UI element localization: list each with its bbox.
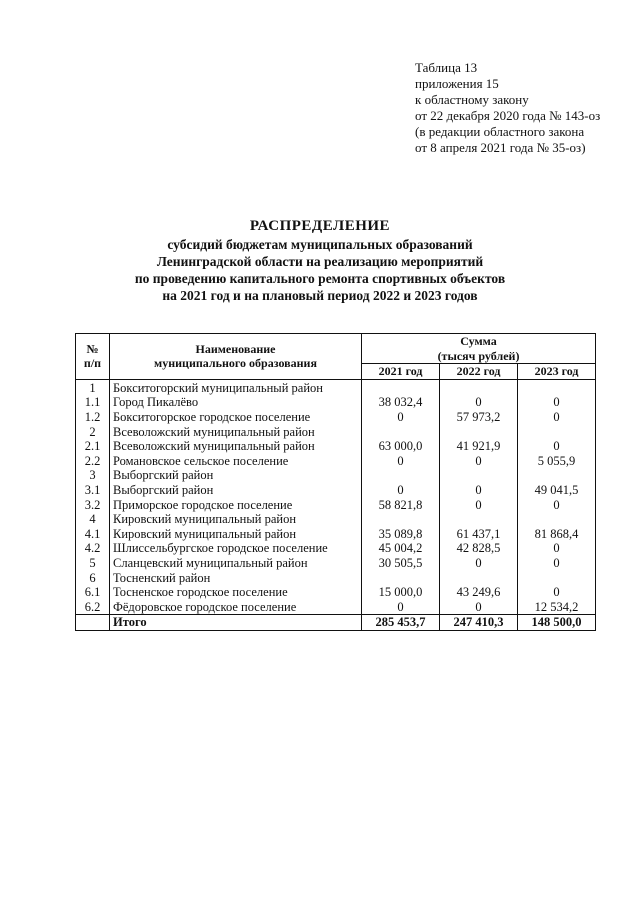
table-row — [76, 483, 596, 498]
row-number: 2.1 — [76, 439, 110, 454]
row-value-2022: 0 — [440, 454, 518, 469]
total-number — [76, 615, 110, 631]
row-name: Бокситогорский муниципальный район — [110, 379, 362, 395]
table-row — [76, 395, 596, 410]
row-name: Романовское сельское поселение — [110, 454, 362, 469]
row-value-2023: 49 041,5 — [518, 483, 596, 498]
row-number: 5 — [76, 556, 110, 571]
table-row — [76, 454, 596, 469]
row-name: Бокситогорское городское поселение — [110, 410, 362, 425]
row-value-2023: 0 — [518, 556, 596, 571]
row-name: Шлиссельбургское городское поселение — [110, 541, 362, 556]
header-number-line1: № — [86, 341, 99, 356]
row-value-2023 — [518, 379, 596, 395]
row-value-2021: 35 089,8 — [362, 527, 440, 542]
row-number: 3.1 — [76, 483, 110, 498]
row-value-2022 — [440, 425, 518, 440]
header-number — [76, 334, 110, 380]
header-year-2023: 2023 год — [518, 364, 596, 380]
row-value-2023: 0 — [518, 585, 596, 600]
row-value-2021 — [362, 425, 440, 440]
row-number: 4 — [76, 512, 110, 527]
row-value-2021 — [362, 379, 440, 395]
row-value-2021: 63 000,0 — [362, 439, 440, 454]
header-note-line: (в редакции областного закона — [415, 124, 585, 139]
row-value-2021: 0 — [362, 483, 440, 498]
row-value-2022 — [440, 571, 518, 586]
row-name: Выборгский район — [110, 483, 362, 498]
row-name: Выборгский район — [110, 468, 362, 483]
header-name — [110, 334, 362, 380]
header-sum — [362, 334, 596, 364]
row-value-2023 — [518, 512, 596, 527]
total-2022: 247 410,3 — [440, 615, 518, 631]
title-main: РАСПРЕДЕЛЕНИЕ — [249, 218, 391, 234]
row-value-2023: 0 — [518, 439, 596, 454]
row-value-2021: 0 — [362, 410, 440, 425]
header-note — [415, 60, 600, 156]
header-note-line: приложения 15 — [415, 76, 499, 91]
row-value-2023 — [518, 468, 596, 483]
distribution-table — [75, 333, 596, 631]
row-value-2021: 30 505,5 — [362, 556, 440, 571]
row-number: 6 — [76, 571, 110, 586]
row-value-2022: 43 249,6 — [440, 585, 518, 600]
row-value-2021 — [362, 571, 440, 586]
row-name: Сланцевский муниципальный район — [110, 556, 362, 571]
row-value-2022: 0 — [440, 600, 518, 615]
row-number: 3.2 — [76, 498, 110, 513]
table-row — [76, 541, 596, 556]
table-row — [76, 439, 596, 454]
row-name: Город Пикалёво — [110, 395, 362, 410]
row-value-2021: 0 — [362, 600, 440, 615]
row-value-2021: 38 032,4 — [362, 395, 440, 410]
row-name: Всеволожский муниципальный район — [110, 425, 362, 440]
header-note-line: к областному закону — [415, 92, 529, 107]
row-value-2022 — [440, 468, 518, 483]
row-name: Всеволожский муниципальный район — [110, 439, 362, 454]
table-row — [76, 556, 596, 571]
row-number: 1 — [76, 379, 110, 395]
row-number: 4.2 — [76, 541, 110, 556]
table-row — [76, 379, 596, 395]
row-number: 1.1 — [76, 395, 110, 410]
table-row — [76, 600, 596, 615]
header-note-line: Таблица 13 — [415, 60, 478, 75]
table-row — [76, 512, 596, 527]
header-note-line: от 8 апреля 2021 года № 35-оз) — [415, 140, 586, 155]
row-value-2023: 12 534,2 — [518, 600, 596, 615]
row-value-2023 — [518, 425, 596, 440]
table-row — [76, 498, 596, 513]
header-number-line2: п/п — [83, 356, 102, 371]
header-sum-line2: (тысяч рублей) — [437, 348, 520, 363]
header-note-line: от 22 декабря 2020 года № 143-оз — [415, 108, 601, 123]
total-2021: 285 453,7 — [362, 615, 440, 631]
row-number: 6.1 — [76, 585, 110, 600]
row-value-2021: 45 004,2 — [362, 541, 440, 556]
row-number: 6.2 — [76, 600, 110, 615]
row-value-2023: 0 — [518, 498, 596, 513]
row-value-2022 — [440, 512, 518, 527]
total-2023: 148 500,0 — [518, 615, 596, 631]
table-row — [76, 468, 596, 483]
row-value-2022: 41 921,9 — [440, 439, 518, 454]
header-year-2022: 2022 год — [440, 364, 518, 380]
row-value-2023: 0 — [518, 541, 596, 556]
row-name: Фёдоровское городское поселение — [110, 600, 362, 615]
row-value-2021: 15 000,0 — [362, 585, 440, 600]
row-value-2021: 58 821,8 — [362, 498, 440, 513]
header-name-line1: Наименование — [195, 341, 276, 356]
row-number: 4.1 — [76, 527, 110, 542]
row-value-2022: 0 — [440, 483, 518, 498]
row-value-2021 — [362, 468, 440, 483]
row-number: 3 — [76, 468, 110, 483]
title-line: по проведению капитального ремонта спортивных объектов — [134, 271, 506, 286]
row-value-2022: 42 828,5 — [440, 541, 518, 556]
header-name-line2: муниципального образования — [154, 356, 317, 371]
title-line: на 2021 год и на плановый период 2022 и 2023 годов — [162, 288, 478, 303]
total-row — [76, 615, 596, 631]
row-value-2023: 5 055,9 — [518, 454, 596, 469]
row-number: 1.2 — [76, 410, 110, 425]
header-sum-line1: Сумма — [460, 334, 497, 348]
row-value-2022: 0 — [440, 498, 518, 513]
row-value-2022: 61 437,1 — [440, 527, 518, 542]
row-value-2023: 81 868,4 — [518, 527, 596, 542]
row-name: Кировский муниципальный район — [110, 512, 362, 527]
row-name: Тосненский район — [110, 571, 362, 586]
row-number: 2.2 — [76, 454, 110, 469]
row-value-2022: 0 — [440, 556, 518, 571]
header-year-2021: 2021 год — [362, 364, 440, 380]
table-row — [76, 527, 596, 542]
row-value-2021: 0 — [362, 454, 440, 469]
table-row — [76, 585, 596, 600]
title-line: субсидий бюджетам муниципальных образований — [167, 237, 473, 252]
row-value-2023 — [518, 571, 596, 586]
document-title — [0, 218, 640, 304]
row-name: Кировский муниципальный район — [110, 527, 362, 542]
row-value-2022: 57 973,2 — [440, 410, 518, 425]
row-value-2022: 0 — [440, 395, 518, 410]
row-value-2021 — [362, 512, 440, 527]
row-name: Тосненское городское поселение — [110, 585, 362, 600]
table-row — [76, 410, 596, 425]
row-number: 2 — [76, 425, 110, 440]
table-row — [76, 571, 596, 586]
table-row — [76, 425, 596, 440]
row-value-2023: 0 — [518, 395, 596, 410]
row-name: Приморское городское поселение — [110, 498, 362, 513]
total-label: Итого — [110, 615, 362, 631]
row-value-2022 — [440, 379, 518, 395]
row-value-2023: 0 — [518, 410, 596, 425]
title-line: Ленинградской области на реализацию мероприятий — [156, 254, 484, 269]
